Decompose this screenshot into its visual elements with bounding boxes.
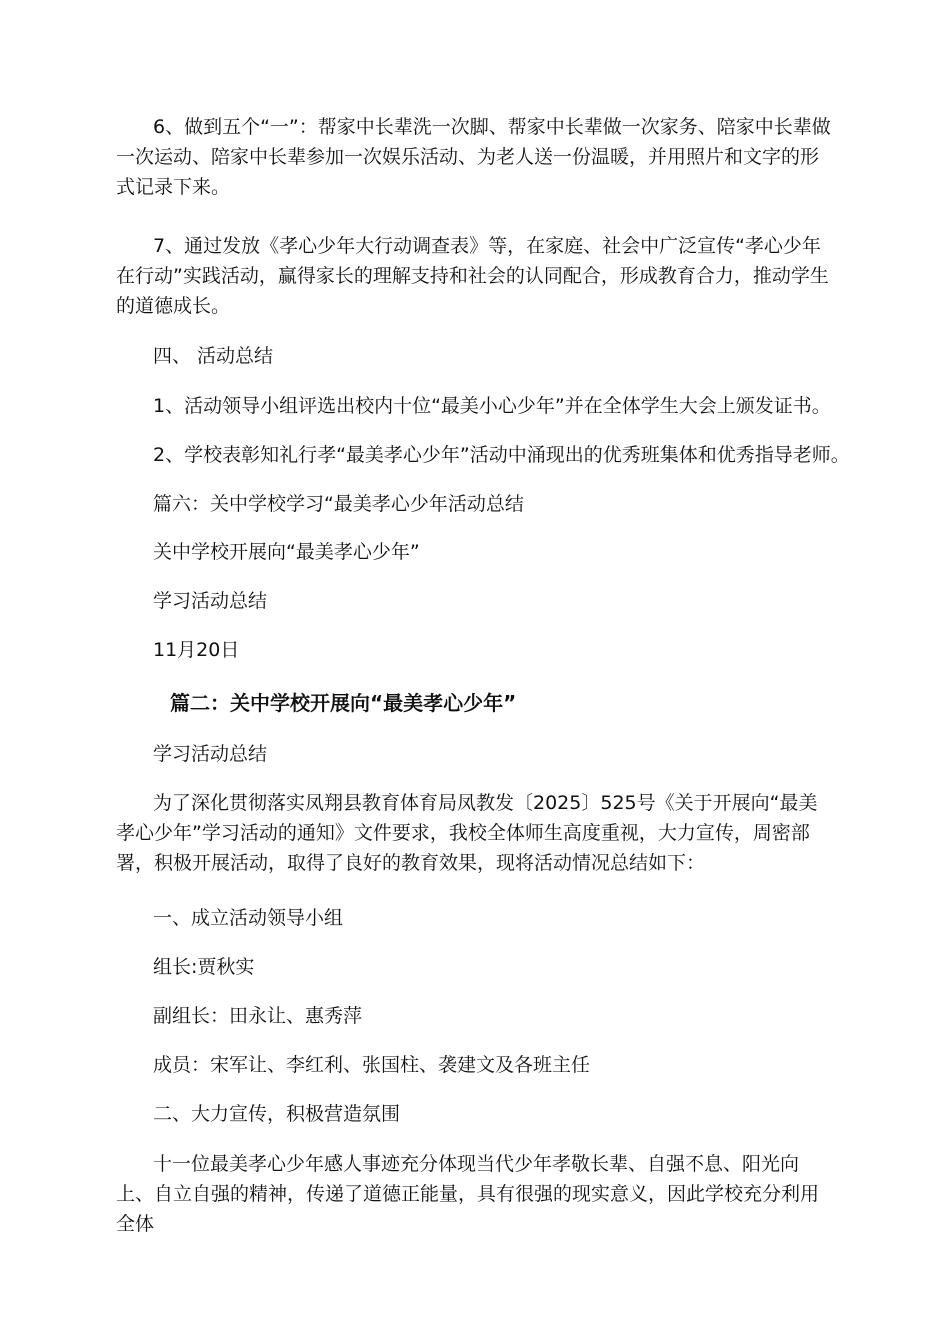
section-heading-summary: 四、 活动总结 [153,345,274,367]
chapter-six-title: 篇六：关中学校学习“最美孝心少年活动总结 [153,493,524,515]
chapter-two-heading: 篇二：关中学校开展向“最美孝心少年” [170,691,517,715]
subtitle-line-1: 关中学校开展向“最美孝心少年” [153,541,420,563]
publicity-paragraph: 十一位最美孝心少年感人事迹充分体现当代少年孝敬长辈、自强不息、阳光向上、自立自强的精神，传递了道德正能量，具有很强的现实意义，因此学校充分利用全体 [116,1153,820,1235]
subtitle-line-2: 学习活动总结 [153,590,268,612]
deputy-leader-line: 副组长：田永让、惠秀萍 [153,1005,363,1027]
summary-item-2: 2、学校表彰知礼行孝“最美孝心少年”活动中涌现出的优秀班集体和优秀指导老师。 [153,444,850,466]
paragraph-item-7: 7、通过发放《孝心少年大行动调查表》等，在家庭、社会中广泛宣传“孝心少年在行动”实践活动，赢得家长的理解支持和社会的认同配合，形成教育合力，推动学生的道德成长。 [116,235,829,317]
intro-paragraph: 为了深化贯彻落实凤翔县教育体育局凤教发〔2025〕525号《关于开展向“最美孝心少年”学习活动的通知》文件要求，我校全体师生高度重视，大力宣传，周密部署，积极开展活动，取得了良好的教育效果，现将活动情况总结如下： [116,792,818,874]
summary-item-1: 1、活动领导小组评选出校内十位“最美小心少年”并在全体学生大会上颁发证书。 [153,395,831,417]
members-line: 成员：宋军让、李红利、张国柱、袭建文及各班主任 [153,1054,591,1076]
date-line: 11月20日 [153,639,240,661]
section-heading-leadership: 一、成立活动领导小组 [153,907,344,929]
leader-line: 组长:贾秋实 [153,956,255,978]
chapter-two-subtitle: 学习活动总结 [153,743,268,765]
section-heading-publicity: 二、大力宣传，积极营造氛围 [153,1103,401,1125]
paragraph-item-6: 6、做到五个“一”：帮家中长辈洗一次脚、帮家中长辈做一次家务、陪家中长辈做一次运动、陪家中长辈参加一次娱乐活动、为老人送一份温暖，并用照片和文字的形式记录下来。 [116,116,831,198]
